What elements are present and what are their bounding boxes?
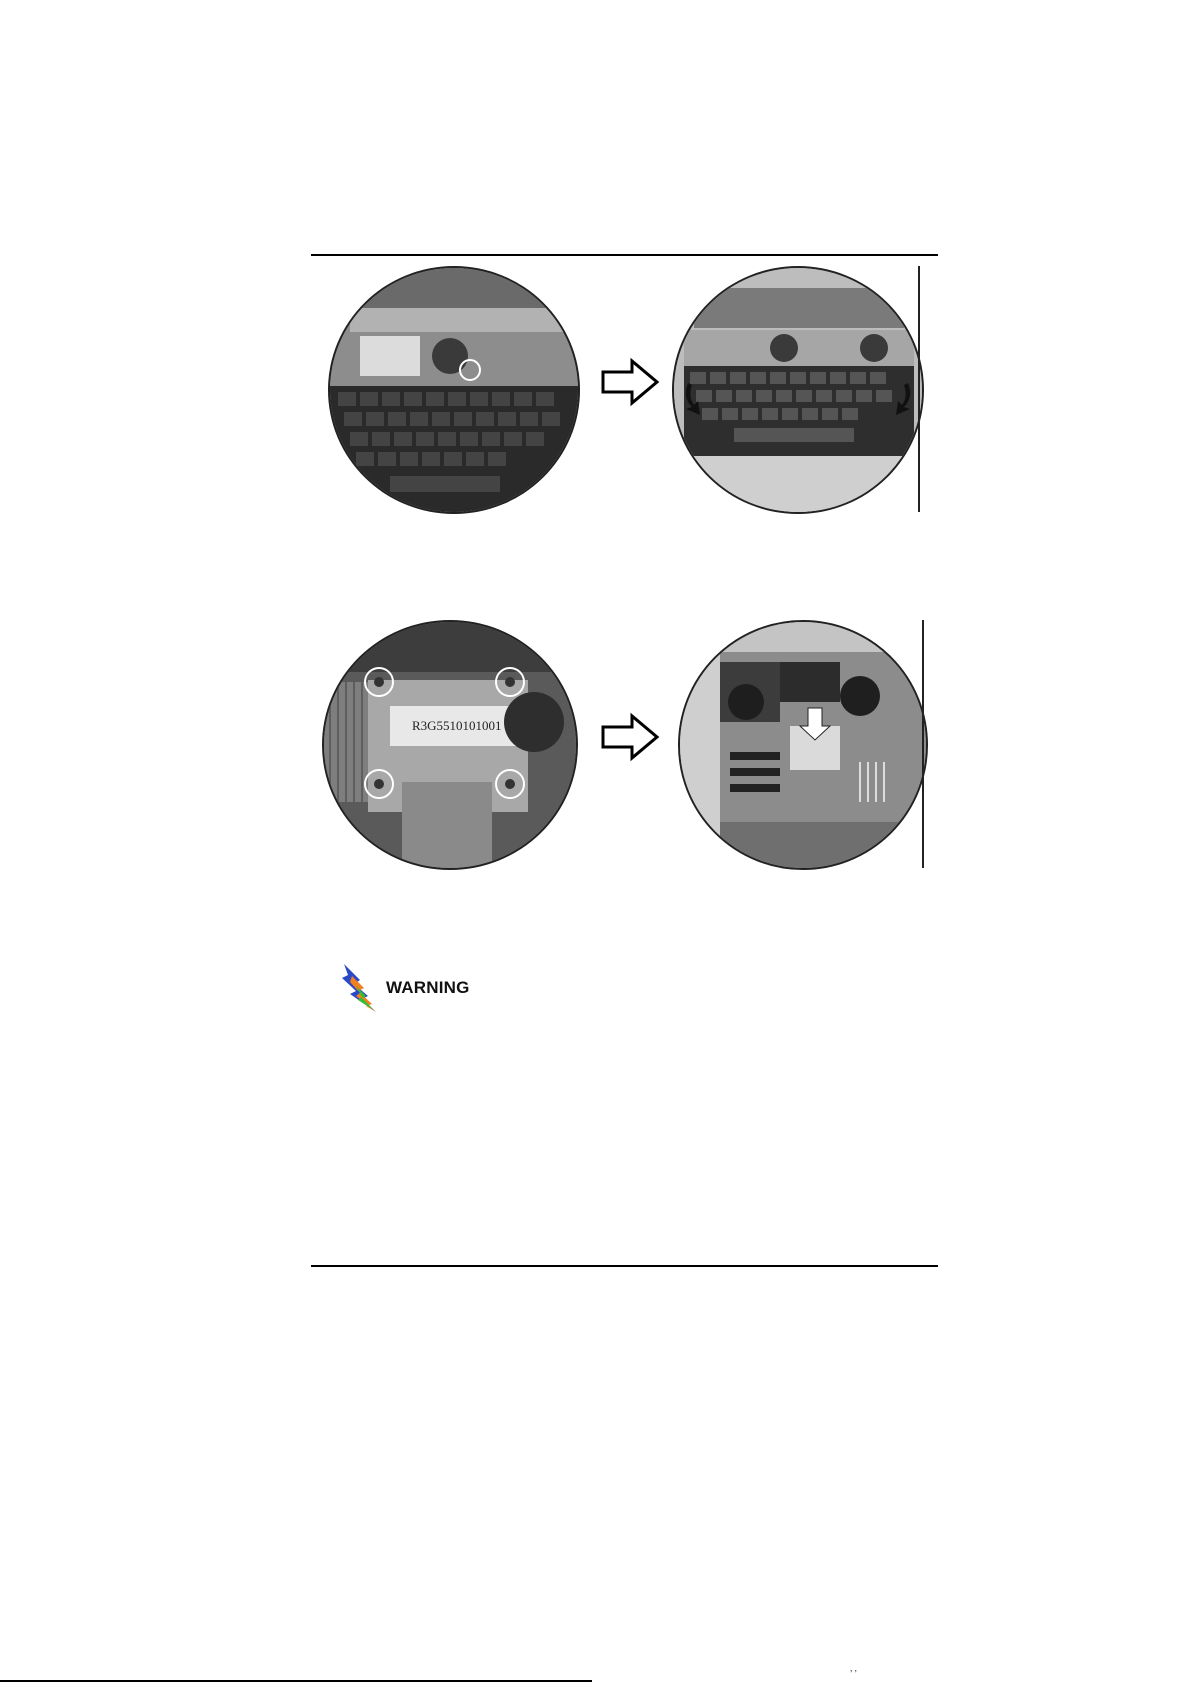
keyboard-lifted-photo <box>672 266 924 514</box>
keyboard-screw-photo <box>328 266 580 514</box>
warning-label: WARNING <box>386 978 470 997</box>
wireless-card-removed-photo <box>678 620 928 870</box>
right-arrow-icon <box>600 712 660 762</box>
bottom-rule <box>311 1265 938 1267</box>
lightning-bolt-icon <box>340 962 380 1014</box>
figure-edge-line <box>922 620 924 868</box>
board-serial-label: R3G5510101001 <box>412 718 502 733</box>
footer-mark: ’ ’ <box>850 1669 857 1680</box>
warning-callout <box>340 962 470 1014</box>
chipset-board-screws-photo <box>322 620 578 870</box>
top-rule <box>311 254 938 256</box>
right-arrow-icon <box>600 357 660 407</box>
figure-edge-line <box>918 266 920 512</box>
footer-rule <box>0 1680 592 1682</box>
